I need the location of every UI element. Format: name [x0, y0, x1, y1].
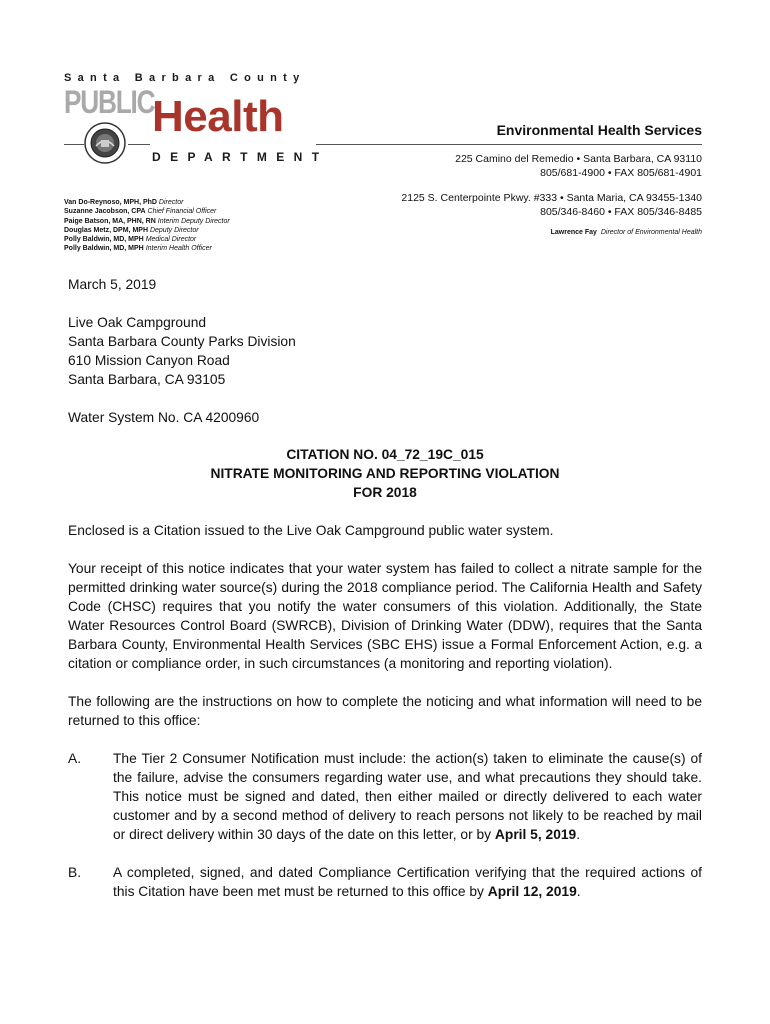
item-text-a: The Tier 2 Consumer Notification must include: the action(s) taken to eliminate the cause(s) of the failure, advise the consumers regarding water use, and what precautions they should take. This notice must be signed and dated, then either mailed or directly delivered to each water customer and by a second method of delivery to reach persons not likely to be reached by mail or direct delivery within 30 days of the date on this letter, or by April 5, 2019.	[113, 751, 702, 842]
letter-date: March 5, 2019	[68, 277, 157, 292]
item-label-a: A.	[68, 751, 82, 766]
staff-entry: Suzanne Jacobson, CPA Chief Financial Officer	[64, 208, 217, 216]
logo-public: PUBLIC	[64, 84, 155, 120]
office-address-santa-barbara: 225 Camino del Remedio • Santa Barbara, CA 93110 805/681-4900 • FAX 805/681-4901	[455, 153, 702, 179]
office-address-santa-maria: 2125 S. Centerpointe Pkwy. #333 • Santa Maria, CA 93455-1340 805/346-8460 • FAX 805/346-8485	[401, 192, 702, 218]
deadline-date: April 5, 2019	[494, 827, 577, 842]
header-rule	[128, 144, 150, 145]
water-system-number: Water System No. CA 4200960	[68, 410, 260, 425]
division-title: Environmental Health Services	[496, 122, 702, 138]
staff-entry: Douglas Metz, DPM, MPH Deputy Director	[64, 226, 199, 234]
county-seal-icon	[84, 122, 126, 164]
paragraph-instructions: The following are the instructions on how to complete the noticing and what information will need to be returned to this office:	[68, 694, 702, 728]
header-rule	[316, 144, 702, 145]
staff-entry: Paige Batson, MA, PHN, RN Interim Deputy Director	[64, 217, 230, 225]
staff-list	[64, 198, 230, 254]
logo-health: Health	[152, 92, 284, 141]
item-text-b: A completed, signed, and dated Compliance Certification verifying that the required actions of this Citation have been met must be returned to this office by April 12, 2019.	[113, 865, 702, 899]
division-director: Lawrence Fay Director of Environmental Health	[550, 229, 702, 236]
recipient-address: Live Oak Campground Santa Barbara County Parks Division 610 Mission Canyon Road Santa Barbara, CA 93105	[68, 315, 296, 387]
staff-entry: Polly Baldwin, MD, MPH Interim Health Officer	[64, 245, 212, 253]
staff-entry: Polly Baldwin, MD, MPH Medical Director	[64, 236, 197, 244]
item-label-b: B.	[68, 865, 82, 880]
paragraph-receipt: Your receipt of this notice indicates that your water system has failed to collect a nitrate sample for the permitted drinking water source(s) during the 2018 compliance period. The California Health and Safety Code (CHSC) requires that you notify the water consumers of this violation. Additionally, the State Water Resources Control Board (SWRCB), Division of Drinking Water (DDW), requires that the Santa Barbara County, Environmental Health Services (SBC EHS) issue a Formal Enforcement Action, e.g. a citation or compliance order, in such circumstances (a monitoring and reporting violation).	[68, 561, 702, 671]
citation-heading: CITATION NO. 04_72_19C_015 NITRATE MONITORING AND REPORTING VIOLATION FOR 2018	[210, 447, 560, 500]
deadline-date: April 12, 2019	[487, 884, 577, 899]
logo-department: DEPARTMENT	[152, 150, 329, 164]
staff-entry: Van Do-Reynoso, MPH, PhD Director	[64, 199, 184, 206]
header-rule	[64, 144, 84, 145]
county-name: Santa Barbara County	[64, 72, 306, 84]
paragraph-enclosed: Enclosed is a Citation issued to the Live Oak Campground public water system.	[68, 523, 554, 538]
